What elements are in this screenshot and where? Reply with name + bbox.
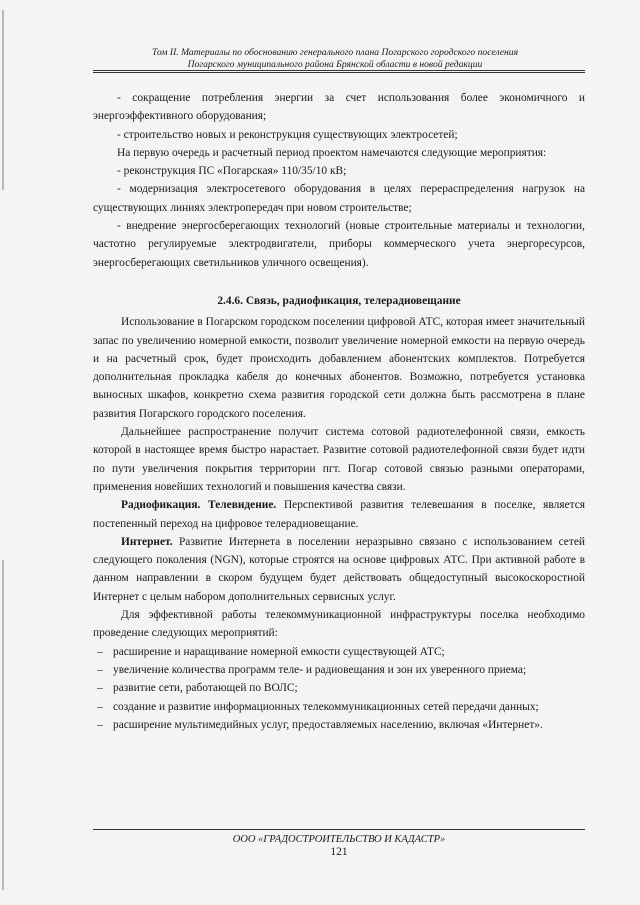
paragraph: На первую очередь и расчетный период проектом намечаются следующие мероприятия: [117,146,547,159]
header-line-1: Том II. Материалы по обоснованию генерального плана Погарского городского поселения [151,47,519,58]
main-text [93,89,585,734]
scan-edge-mark [2,10,4,190]
list-item: – увеличение количества программ теле- и радиовещания и зон их уверенного приема; [93,661,585,679]
header-rule [93,70,585,71]
paragraph: Дальнейшее распространение получит система сотовой радиотелефонной связи, емкость которой в настоящее время быстро нарастает. Развитие сотовой радиотелефонной связи будет идти по пути увеличения покрытия территории пгт. Погар сотовой связью разными операторами, применения новейших технологий и повышения качества связи. [93,426,585,493]
paragraph: - строительство новых и реконструкция существующих электросетей; [117,128,458,141]
paragraph: - модернизация электросетевого оборудования в целях перераспределения нагрузок на существующих линиях электропередач при новом строительстве; [93,183,585,214]
paragraph [93,533,585,606]
paragraph: - сокращение потребления энергии за счет использования более экономичного и энергоэффективного оборудования; [93,92,585,123]
paragraph: Для эффективной работы телекоммуникационной инфраструктуры поселка необходимо проведение следующих мероприятий: [93,609,585,640]
scan-edge-mark [2,560,4,890]
paragraph: - внедрение энергосберегающих технологий (новые строительные материалы и технологии, частотно регулируемые электродвигатели, приборы коммерческого учета энергоресурсов, энергосберегающих светильников уличного освещения). [93,220,585,269]
page-number: 121 [330,846,348,858]
footer-rule [93,829,585,830]
header-line-2: Погарского муниципального района Брянской области в новой редакции [187,59,483,70]
section-heading: 2.4.6. Связь, радиофикация, телерадиовещание [217,294,461,307]
header-rule-2 [93,72,585,73]
paragraph [93,496,585,533]
list-item: – создание и развитие информационных телекоммуникационных сетей передачи данных; [93,698,585,716]
bold-lead: Интернет. [121,535,173,548]
running-header [95,47,575,71]
list-item: – расширение мультимедийных услуг, предоставляемых населению, включая «Интернет». [93,716,585,734]
bold-lead: Радиофикация. Телевидение. [121,499,277,512]
measures-list [93,643,585,734]
footer-company: ООО «ГРАДОСТРОИТЕЛЬСТВО И КАДАСТР» [232,834,446,845]
list-item: – расширение и наращивание номерной емкости существующей АТС; [93,643,585,661]
paragraph: - реконструкция ПС «Погарская» 110/35/10 кВ; [117,165,347,178]
list-item: – развитие сети, работающей по ВОЛС; [93,679,585,697]
paragraph-text: Перспективой развития телевешания в поселке, является постепенный переход на цифровое телерадиовещание. [93,499,585,530]
paragraph: Использование в Погарском городском поселении цифровой АТС, которая имеет значительный запас по увеличению номерной емкости, позволит увеличение номерной емкости на первую очередь и на расчетный срок, будет происходить добавлением абонентских комплектов. Потребуется дополнительная прокладка кабеля до конечных абонентов. Возможно, потребуется установка выносных шкафов, конкретно схема развития городской сети должна быть рассмотрена в плане развития Погарского городского поселения. [93,316,585,420]
paragraph-text: Развитие Интернета в поселении неразрывно связано с использованием сетей следующего поколения (NGN), которые строятся на основе цифровых АТС. При активной работе в данном направлении в скором будущем будет действовать общедоступный высокоскоростной Интернет с целым набором дополнительных сервисных услуг. [93,535,585,603]
